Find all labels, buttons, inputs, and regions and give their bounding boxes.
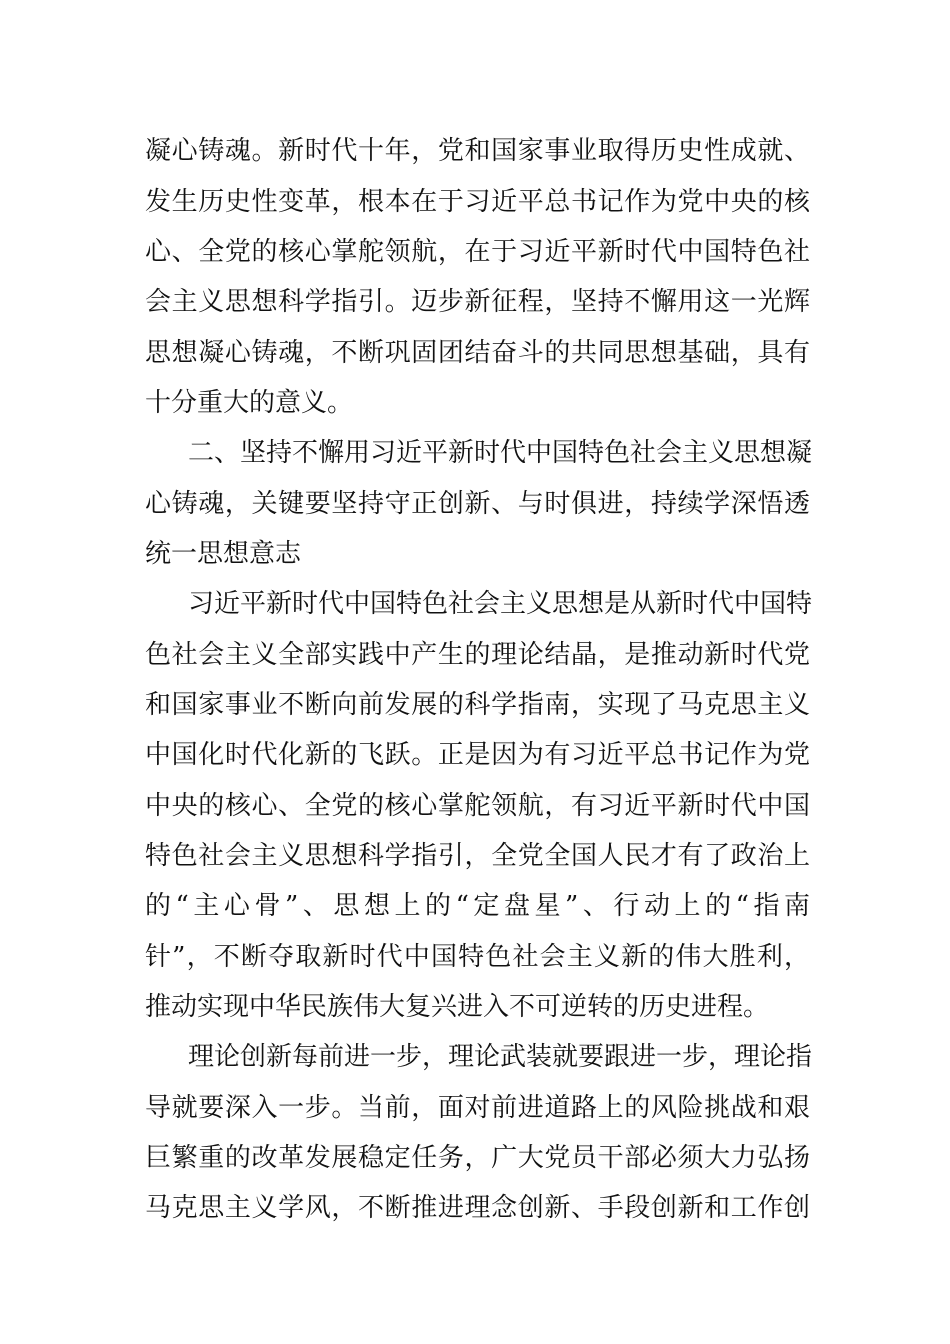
- text-line: 十分重大的意义。: [145, 388, 354, 418]
- text-line: 思想凝心铸魂，不断巩固团结奋斗的共同思想基础，具有: [145, 338, 810, 368]
- section-heading-line: 统一思想意志: [145, 539, 302, 569]
- text-line: 导就要深入一步。当前，面对前进道路上的风险挑战和艰: [145, 1093, 810, 1123]
- text-line: 凝心铸魂。新时代十年，党和国家事业取得历史性成就、: [145, 136, 810, 166]
- text-line: 会主义思想科学指引。迈步新征程，坚持不懈用这一光辉: [145, 287, 810, 317]
- text-line: 色社会主义全部实践中产生的理论结晶，是推动新时代党: [145, 640, 810, 670]
- text-line: 特色社会主义思想科学指引，全党全国人民才有了政治上: [145, 841, 810, 871]
- text-line: 心、全党的核心掌舵领航，在于习近平新时代中国特色社: [145, 237, 810, 267]
- text-line: 推动实现中华民族伟大复兴进入不可逆转的历史进程。: [145, 992, 770, 1022]
- section-heading-line: 心铸魂，关键要坚持守正创新、与时俱进，持续学深悟透: [145, 489, 810, 519]
- text-line: 中央的核心、全党的核心掌舵领航，有习近平新时代中国: [145, 791, 810, 821]
- text-line: 理论创新每前进一步，理论武装就要跟进一步，理论指: [188, 1042, 813, 1072]
- text-line: 和国家事业不断向前发展的科学指南，实现了马克思主义: [145, 690, 810, 720]
- text-line: 习近平新时代中国特色社会主义思想是从新时代中国特: [188, 589, 813, 619]
- text-line: 发生历史性变革，根本在于习近平总书记作为党中央的核: [145, 187, 810, 217]
- section-heading-line: 二、坚持不懈用习近平新时代中国特色社会主义思想凝: [188, 438, 813, 468]
- text-line: 中国化时代化新的飞跃。正是因为有习近平总书记作为党: [145, 740, 810, 770]
- text-line: 针”，不断夺取新时代中国特色社会主义新的伟大胜利，: [145, 942, 810, 972]
- text-line: 巨繁重的改革发展稳定任务，广大党员干部必须大力弘扬: [145, 1143, 810, 1173]
- text-line: 的“主心骨”、思想上的“定盘星”、行动上的“指南: [145, 891, 810, 921]
- text-line: 马克思主义学风，不断推进理念创新、手段创新和工作创: [145, 1193, 810, 1223]
